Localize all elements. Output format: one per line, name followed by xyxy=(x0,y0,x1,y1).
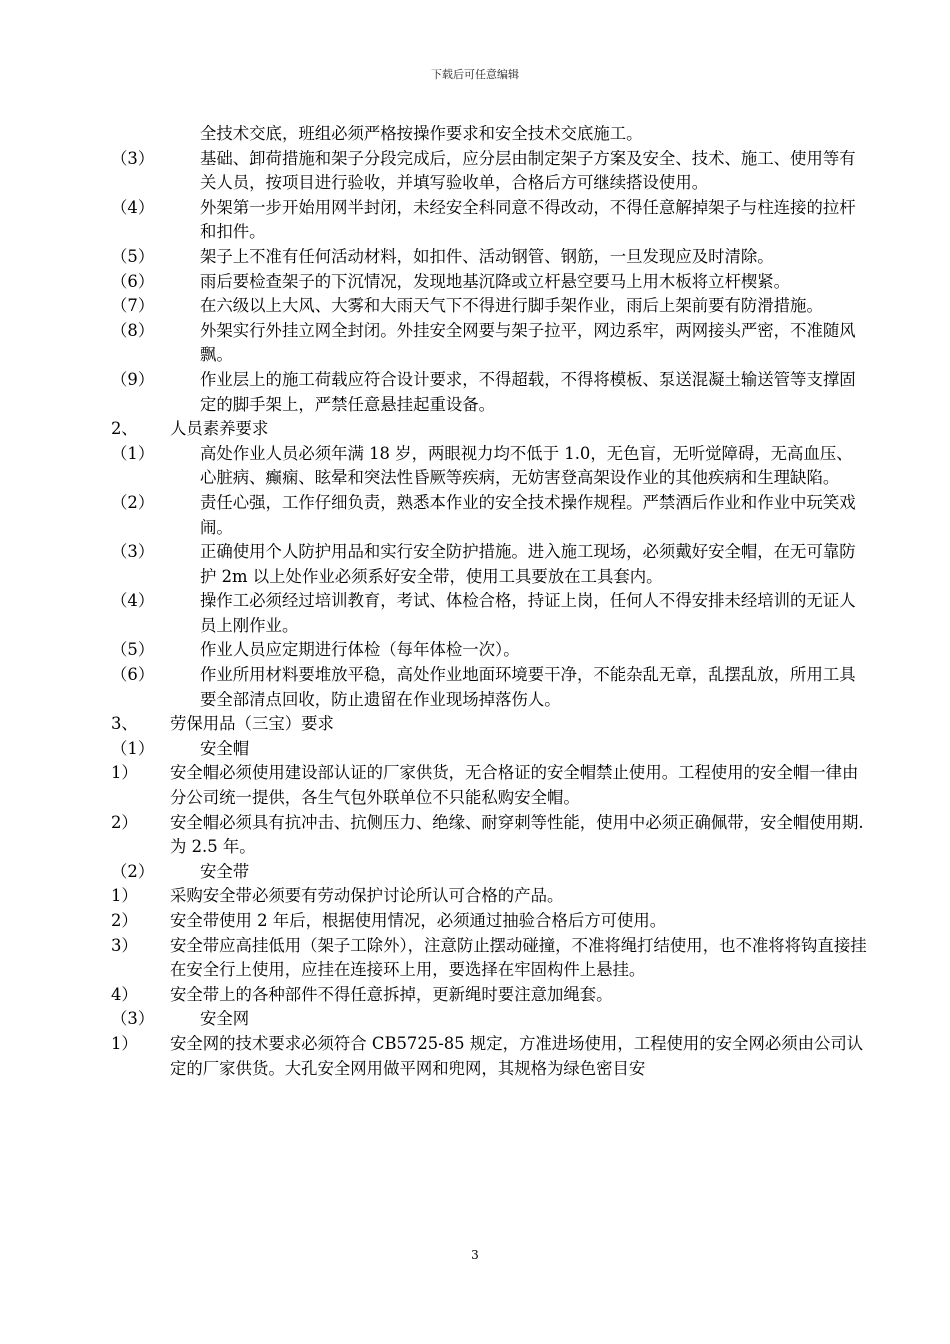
item-number: （9） xyxy=(111,369,155,389)
item-number: （6） xyxy=(111,271,155,291)
item-number: （7） xyxy=(111,296,155,316)
list-item xyxy=(0,663,950,712)
list-item xyxy=(0,884,950,909)
item-text: 安全带应高挂低用（架子工除外），注意防止摆动碰撞，不准将绳打结使用，也不准将将钩直接挂在安全行上使用，应挂在连接环上用，要选择在牢固构件上悬挂。 xyxy=(170,935,867,980)
section-heading xyxy=(0,417,950,442)
item-text: 安全带 xyxy=(200,861,250,881)
item-text: 安全网的技术要求必须符合 CB5725-85 规定，方准进场使用，工程使用的安全网必须由公司认定的厂家供货。大孔安全网用做平网和兜网，其规格为绿色密目安 xyxy=(170,1033,864,1078)
item-number: 4） xyxy=(111,984,138,1004)
item-number: 2） xyxy=(111,911,138,930)
list-item xyxy=(0,122,950,147)
list-item xyxy=(0,589,950,638)
item-text: 全技术交底，班组必须严格按操作要求和安全技术交底施工。 xyxy=(200,124,643,143)
subsection-heading xyxy=(0,860,950,885)
list-item xyxy=(0,491,950,540)
item-number: （4） xyxy=(111,197,155,217)
page-header: 下载后可任意编辑 xyxy=(431,68,519,81)
list-item xyxy=(0,909,950,934)
item-text: 责任心强，工作仔细负责，熟悉本作业的安全技术操作规程。严禁酒后作业和作业中玩笑戏闹。 xyxy=(200,492,856,537)
item-number: 2、 xyxy=(111,419,138,439)
list-item xyxy=(0,1032,950,1081)
list-item xyxy=(0,147,950,196)
list-item xyxy=(0,368,950,417)
item-text: 安全帽必须使用建设部认证的厂家供货，无合格证的安全帽禁止使用。工程使用的安全帽一律由分公司统一提供，各生气包外联单位不只能私购安全帽。 xyxy=(170,763,859,808)
item-number: 1） xyxy=(111,886,138,906)
item-text: 作业人员应定期进行体检（每年体检一次）。 xyxy=(200,640,520,660)
list-item xyxy=(0,270,950,295)
item-text: 安全网 xyxy=(200,1009,250,1029)
list-item xyxy=(0,442,950,491)
item-text: 安全帽必须具有抗冲击、抗侧压力、绝缘、耐穿刺等性能，使用中必须正确佩带，安全帽使用期.为 2.5 年。 xyxy=(170,812,864,857)
item-number: 1） xyxy=(111,763,138,783)
item-text: 高处作业人员必须年满 18 岁，两眼视力均不低于 1.0，无色盲，无听觉障碍，无高血压、心脏病、癫痫、眩晕和突法性昏厥等疾病，无妨害登高架设作业的其他疾病和生理缺陷。 xyxy=(200,443,853,488)
item-number: （2） xyxy=(111,492,155,512)
list-item xyxy=(0,761,950,810)
page-number: 3 xyxy=(471,1248,479,1262)
item-number: （3） xyxy=(111,542,155,562)
item-number: （1） xyxy=(111,443,155,463)
item-number: （1） xyxy=(111,738,155,758)
list-item xyxy=(0,319,950,368)
list-item xyxy=(0,934,950,983)
item-text: 安全带上的各种部件不得任意拆掉，更新绳时要注意加绳套。 xyxy=(170,984,613,1004)
item-text: 操作工必须经过培训教育，考试、体检合格，持证上岗，任何人不得安排未经培训的无证人员上刚作业。 xyxy=(200,591,856,635)
subsection-heading xyxy=(0,737,950,762)
item-number: （3） xyxy=(111,1009,155,1029)
item-text: 劳保用品（三宝）要求 xyxy=(170,714,334,734)
item-text: 外架第一步开始用网半封闭，未经安全科同意不得改动，不得任意解掉架子与柱连接的拉杆和扣件。 xyxy=(200,197,856,242)
item-text: 安全带使用 2 年后，根据使用情况，必须通过抽验合格后方可使用。 xyxy=(170,911,667,930)
item-text: 作业所用材料要堆放平稳，高处作业地面环境要干净，不能杂乱无章，乱摆乱放，所用工具要全部清点回收，防止遗留在作业现场掉落伤人。 xyxy=(200,665,856,709)
subsection-heading xyxy=(0,1007,950,1032)
item-text: 外架实行外挂立网全封闭。外挂安全网要与架子拉平，网边系牢，两网接头严密，不准随风飘。 xyxy=(200,320,856,365)
list-item xyxy=(0,638,950,663)
list-item xyxy=(0,540,950,589)
item-number: 3） xyxy=(111,935,138,955)
item-text: 安全帽 xyxy=(200,738,250,758)
item-number: 2） xyxy=(111,812,138,832)
list-item xyxy=(0,245,950,270)
item-text: 采购安全带必须要有劳动保护讨论所认可合格的产品。 xyxy=(170,886,564,906)
item-number: （3） xyxy=(111,148,155,168)
section-heading xyxy=(0,712,950,737)
list-item xyxy=(0,811,950,860)
item-number: （4） xyxy=(111,591,155,611)
item-text: 人员素养要求 xyxy=(170,419,269,439)
item-number: （8） xyxy=(111,320,155,340)
item-text: 架子上不准有任何活动材料，如扣件、活动钢管、钢筋，一旦发现应及时清除。 xyxy=(200,246,774,266)
item-number: 1） xyxy=(111,1033,138,1053)
item-number: （5） xyxy=(111,246,155,266)
item-text: 作业层上的施工荷载应符合设计要求，不得超载，不得将模板、泵送混凝土输送管等支撑固定的脚手架上，严禁任意悬挂起重设备。 xyxy=(200,369,856,414)
item-text: 雨后要检查架子的下沉情况，发现地基沉降或立杆悬空要马上用木板将立杆楔紧。 xyxy=(200,271,791,291)
item-number: 3、 xyxy=(111,714,138,734)
list-item xyxy=(0,196,950,245)
item-number: （2） xyxy=(111,861,155,881)
item-number: （5） xyxy=(111,640,155,660)
document-body xyxy=(0,122,950,1081)
item-text: 基础、卸荷措施和架子分段完成后，应分层由制定架子方案及安全、技术、施工、使用等有关人员，按项目进行验收，并填写验收单，合格后方可继续搭设使用。 xyxy=(200,148,856,193)
list-item xyxy=(0,294,950,319)
list-item xyxy=(0,983,950,1008)
item-number: （6） xyxy=(111,665,155,685)
item-text: 在六级以上大风、大雾和大雨天气下不得进行脚手架作业，雨后上架前要有防滑措施。 xyxy=(200,296,823,316)
item-text: 正确使用个人防护用品和实行安全防护措施。进入施工现场，必须戴好安全帽，在无可靠防护 2m 以上处作业必须系好安全带，使用工具要放在工具套内。 xyxy=(200,542,856,586)
